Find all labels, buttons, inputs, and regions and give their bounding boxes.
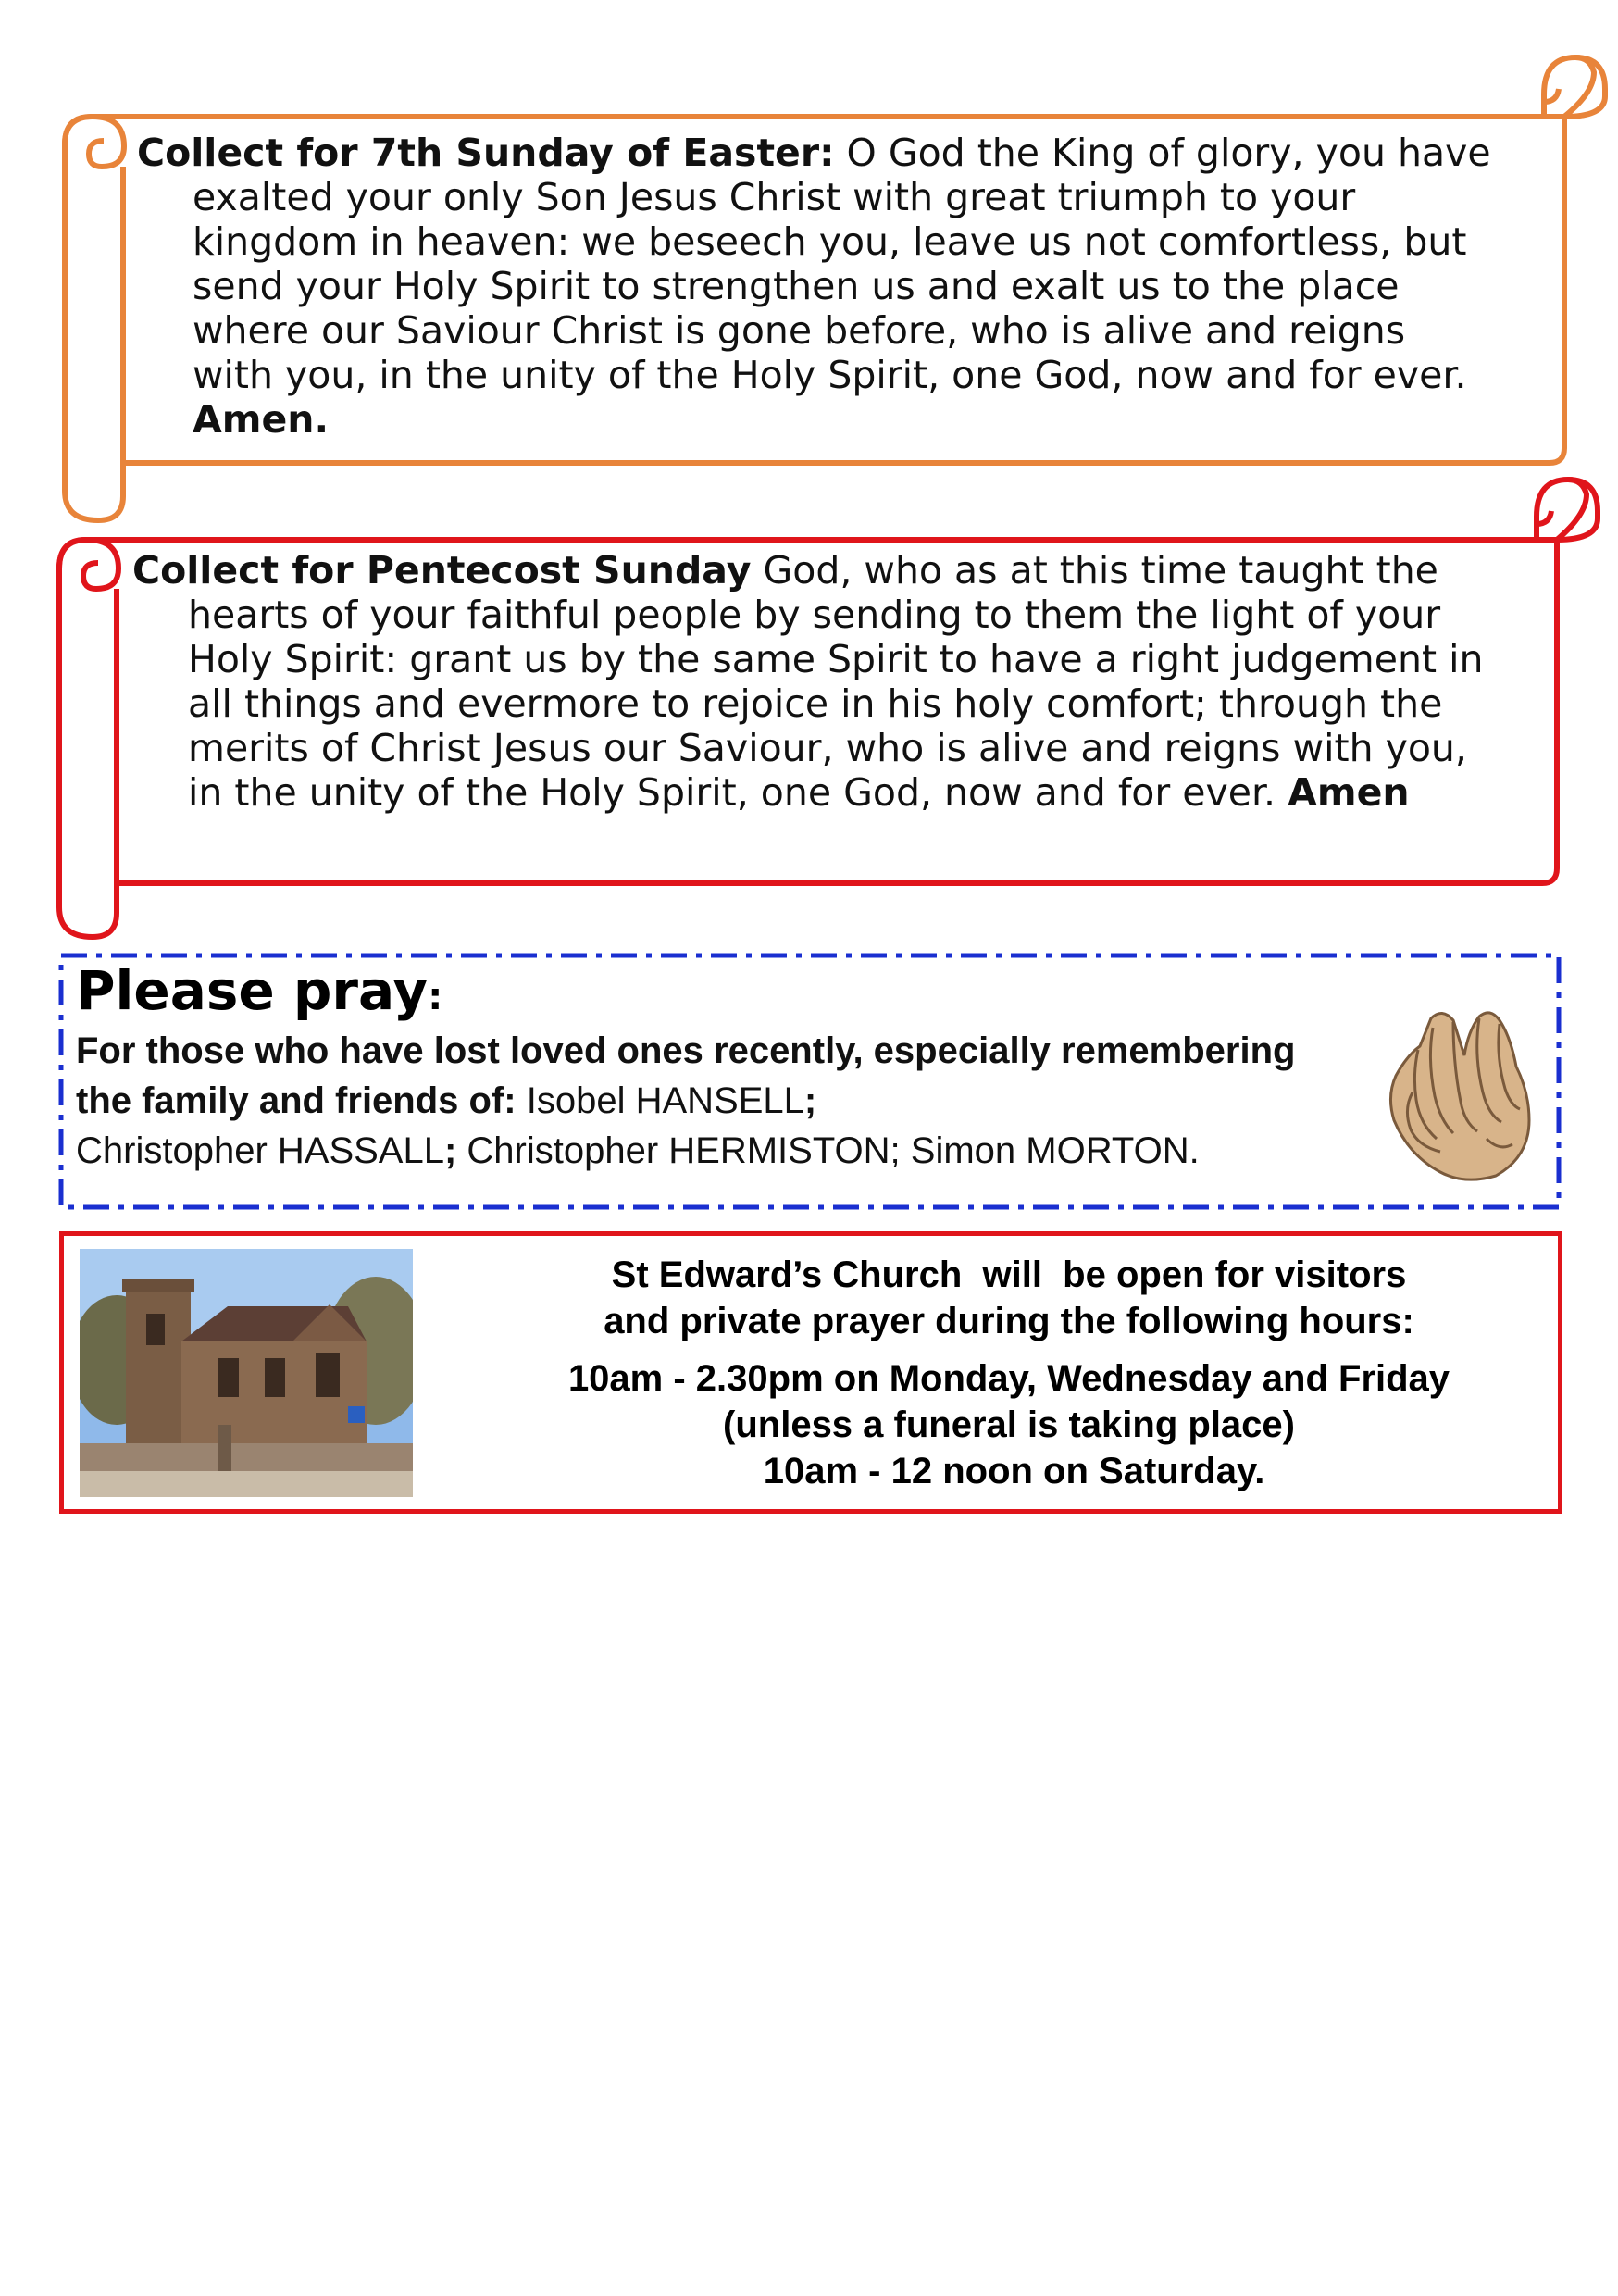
collect-pentecost-amen: Amen xyxy=(1288,770,1410,815)
collect-easter-heading: Collect for 7th Sunday of Easter: xyxy=(137,131,835,175)
pray-sep-1: ; xyxy=(803,1080,817,1121)
please-pray-title xyxy=(76,957,442,1030)
pray-sep-2: ; xyxy=(443,1130,457,1171)
collect-easter-body: O God the King of glory, you have exalted your only Son Jesus Christ with great triumph to your kingdom in heaven: we beseech you, leave us not comfortless, but send your Holy Spirit to strengthen us and exalt us to the place where our Saviour Christ is gone before, who is alive and reigns with you, in the unity of the Holy Spirit, one God, now and for ever. xyxy=(193,131,1491,397)
church-notice-line-4: (unless a funeral is taking place) xyxy=(723,1404,1295,1445)
please-pray-title-text: Please pray xyxy=(76,959,429,1022)
please-pray-intro: For those who have lost loved ones recently, especially remembering the family and friends of: xyxy=(76,1030,1296,1121)
church-notice-line-5: 10am - 12 noon on Saturday. xyxy=(753,1451,1265,1491)
church-notice-text xyxy=(481,1252,1537,1494)
praying-hands-icon xyxy=(1375,1000,1542,1185)
please-pray-colon: : xyxy=(428,976,443,1018)
collect-easter-amen: Amen. xyxy=(193,397,330,442)
collect-easter xyxy=(137,131,1498,442)
collect-pentecost-body: God, who as at this time taught the hearts of your faithful people by sending to them the light of your Holy Spirit: grant us by the same Spirit to have a right judgement in all things and evermore to rejoice in his holy comfort; through the merits of Christ Jesus our Saviour, who is alive and reigns with you, in the unity of the Holy Spirit, one God, now and for ever. xyxy=(188,548,1484,815)
church-notice-line-3: 10am - 2.30pm on Monday, Wednesday and Friday xyxy=(567,1358,1450,1399)
collect-pentecost xyxy=(132,548,1484,815)
church-notice-line-1: St Edward’s Church will be open for visitors xyxy=(611,1254,1407,1295)
pray-names-rest: Christopher HERMISTON; Simon MORTON. xyxy=(456,1130,1200,1171)
church-notice-line-2: and private prayer during the following hours: xyxy=(604,1301,1414,1341)
please-pray-text xyxy=(76,1026,1353,1176)
pray-name-2: Christopher HASSALL xyxy=(76,1130,444,1171)
pray-name-1: Isobel HANSELL xyxy=(516,1080,804,1121)
church-photo xyxy=(80,1249,413,1497)
collect-pentecost-heading: Collect for Pentecost Sunday xyxy=(132,548,752,593)
